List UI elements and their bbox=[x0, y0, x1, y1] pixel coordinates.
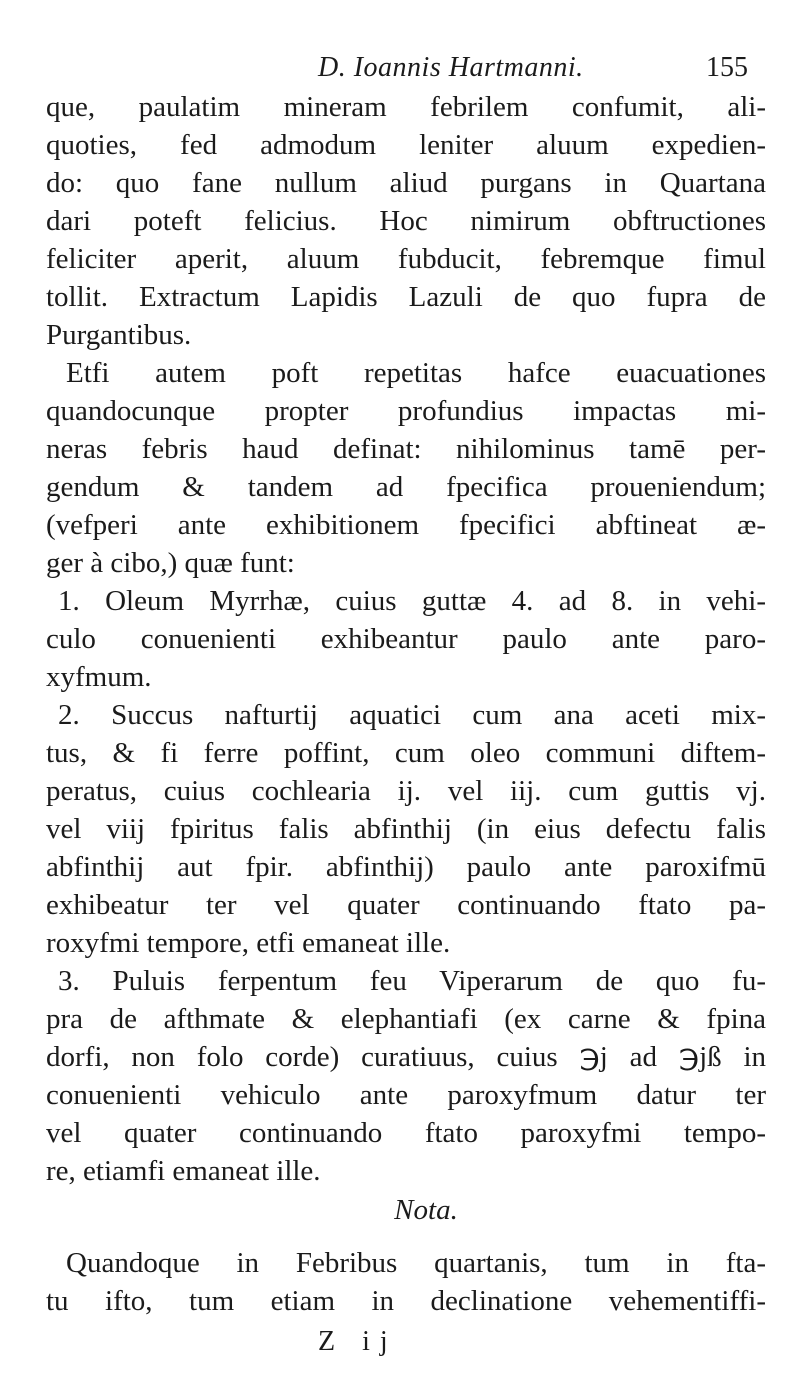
text-line: exhibeatur ter vel quater continuando ftato pa- bbox=[46, 889, 766, 921]
text-line: ger à cibo,) quæ funt: bbox=[46, 547, 295, 579]
text-line: tus, & fi ferre poffint, cum oleo communi diftem- bbox=[46, 737, 766, 769]
text-line: Purgantibus. bbox=[46, 319, 192, 351]
text-line: 1. Oleum Myrrhæ, cuius guttæ 4. ad 8. in vehi- bbox=[58, 585, 766, 617]
text-line: tu ifto, tum etiam in declinatione vehementiffi- bbox=[46, 1285, 766, 1317]
signature-mark: Z ij bbox=[318, 1326, 398, 1357]
text-line: abfinthij aut fpir. abfinthij) paulo ante paroxifmū bbox=[46, 851, 766, 883]
text-line: peratus, cuius cochlearia ij. vel iij. cum guttis vj. bbox=[46, 775, 766, 807]
nota-heading: Nota. bbox=[394, 1194, 458, 1226]
text-line: 3. Puluis ferpentum feu Viperarum de quo fu- bbox=[58, 965, 766, 997]
text-line: quoties, fed admodum leniter aluum expedien- bbox=[46, 129, 766, 161]
running-head bbox=[0, 46, 800, 90]
text-line: Quandoque in Febribus quartanis, tum in fta- bbox=[66, 1247, 766, 1279]
text-line: dorfi, non folo corde) curatiuus, cuius ℈j ad ℈jß in bbox=[46, 1041, 766, 1073]
text-line: do: quo fane nullum aliud purgans in Quartana bbox=[46, 167, 766, 199]
text-line: dari poteft felicius. Hoc nimirum obftructiones bbox=[46, 205, 766, 237]
text-line: roxyfmi tempore, etfi emaneat ille. bbox=[46, 927, 451, 959]
spacer bbox=[46, 1230, 766, 1244]
text-line: vel quater continuando ftato paroxyfmi tempo- bbox=[46, 1117, 766, 1149]
text-line: xyfmum. bbox=[46, 661, 152, 693]
running-title: D. Ioannis Hartmanni. bbox=[318, 52, 584, 83]
text-line: culo conuenienti exhibeantur paulo ante paro- bbox=[46, 623, 766, 655]
page-number: 155 bbox=[706, 52, 748, 83]
text-line: neras febris haud definat: nihilominus tamē per- bbox=[46, 433, 766, 465]
text-line: re, etiamfi emaneat ille. bbox=[46, 1155, 321, 1187]
text-line: que, paulatim mineram febrilem confumit, ali- bbox=[46, 91, 766, 123]
text-line: pra de afthmate & elephantiafi (ex carne & fpina bbox=[46, 1003, 766, 1035]
page-body bbox=[46, 88, 766, 1320]
text-line: gendum & tandem ad fpecifica prouenien​dum; bbox=[46, 471, 766, 503]
text-line: quandocunque propter profundius impactas mi- bbox=[46, 395, 766, 427]
text-line: Etfi autem poft repetitas hafce euacuationes bbox=[66, 357, 766, 389]
text-line: (vefperi ante exhibitionem fpecifici abftineat æ- bbox=[46, 509, 766, 541]
text-line: feliciter aperit, aluum fubducit, febremque fimul bbox=[46, 243, 766, 275]
text-line: conuenienti vehiculo ante paroxyfmum datur ter bbox=[46, 1079, 766, 1111]
text-line: 2. Succus nafturtij aquatici cum ana aceti mix- bbox=[58, 699, 766, 731]
text-line: vel viij fpiritus falis abfinthij (in eius defectu falis bbox=[46, 813, 766, 845]
text-line: tollit. Extractum Lapidis Lazuli de quo fupra de bbox=[46, 281, 766, 313]
